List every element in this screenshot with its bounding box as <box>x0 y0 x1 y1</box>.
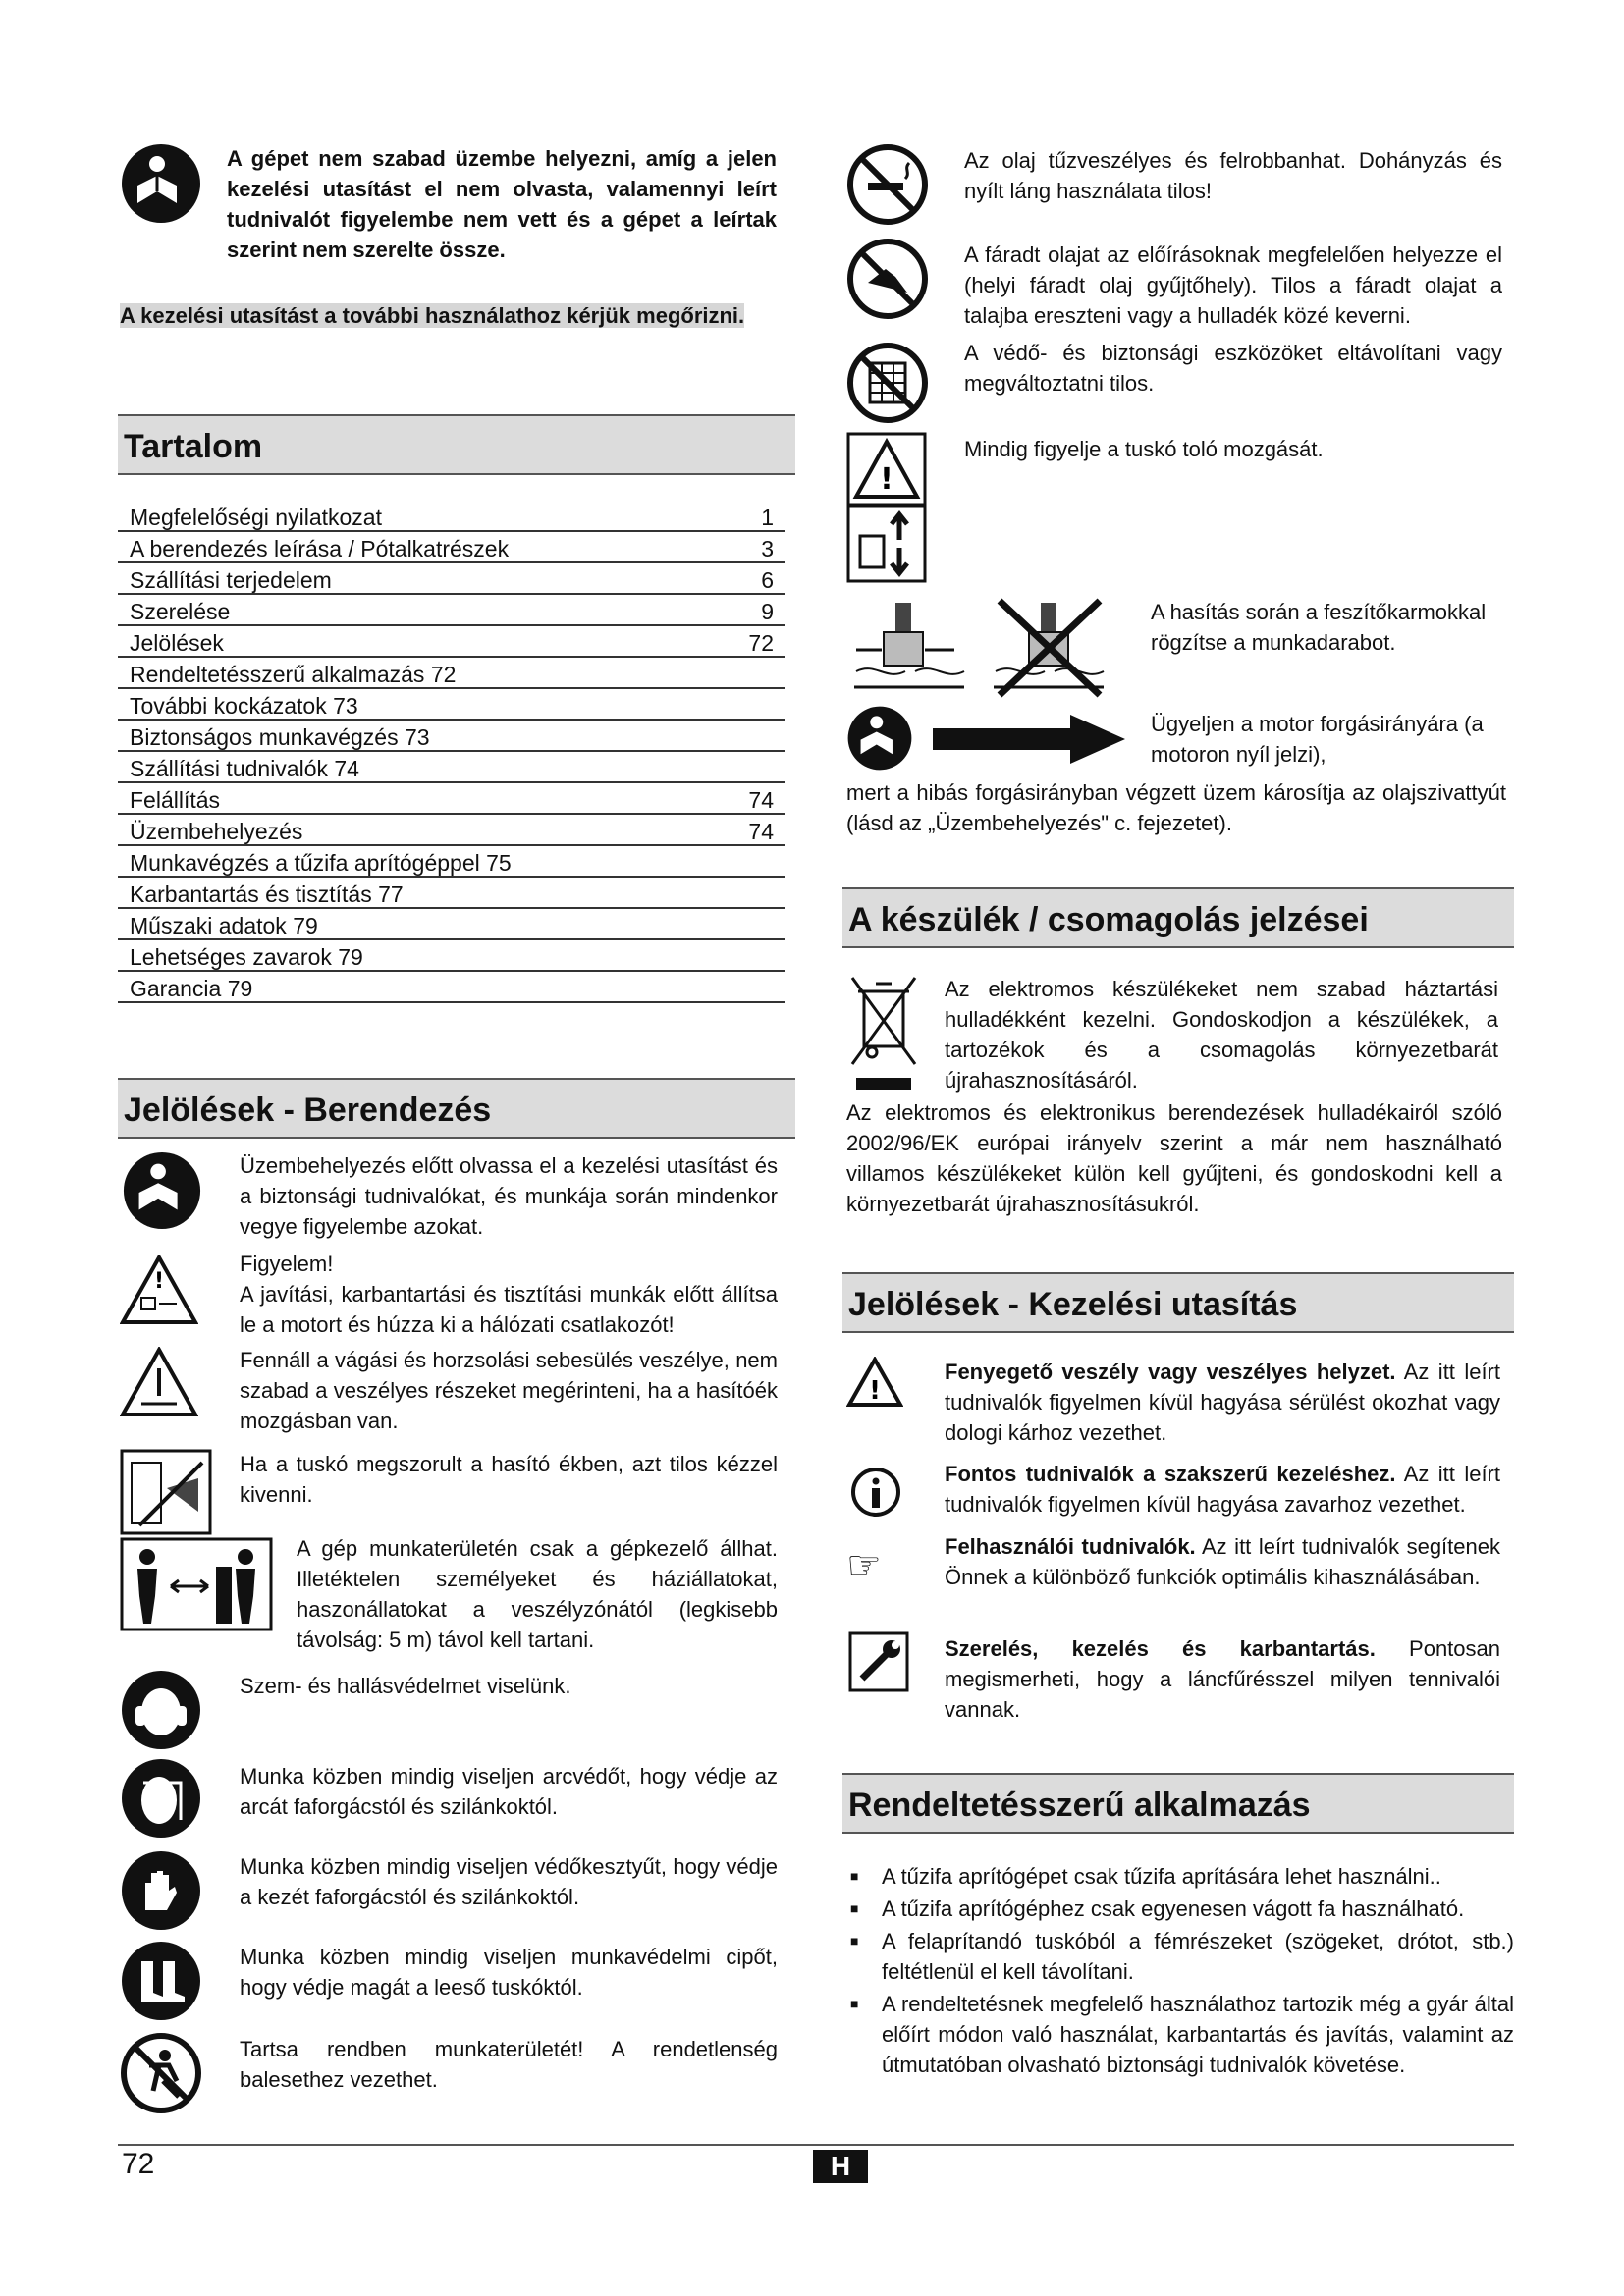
safety-boots-icon <box>120 1940 202 2022</box>
list-item: ■ A felaprítandó tuskóból a fémrészeket (szögeket, drótot, stb.) feltétlenül el kell távolítani. <box>846 1926 1514 1987</box>
toc-label: Felállítás <box>130 787 221 813</box>
weee-bin-icon <box>846 972 921 1094</box>
toc-row <box>118 752 785 783</box>
gloves-text: Munka közben mindig viseljen védőkesztyűt, hogy védje a kezét faforgácstól és szilánkoktól. <box>240 1854 778 1909</box>
work-area-text: A gép munkaterületén csak a gépkezelő állhat. Illetéktelen személyeket és háziállatokat, haszonállatokat a veszélyzónától (legkisebb távolság: 5 m) távol kell tartani. <box>297 1536 778 1652</box>
wrench-icon <box>848 1631 909 1692</box>
toc-label: Munkavégzés a tűzifa aprítógéppel 75 <box>130 850 512 876</box>
toc-label: Megfelelőségi nyilatkozat <box>130 505 382 530</box>
keep-manual-note: A kezelési utasítást a további használathoz kérjük megőrizni. <box>120 303 745 328</box>
packaging-heading: A készülék / csomagolás jelzései <box>842 887 1514 948</box>
tidy-text: Tartsa rendben munkaterületét! A rendetlenség balesethez vezethet. <box>240 2037 778 2092</box>
toc-heading: Tartalom <box>118 414 795 475</box>
clamp-correct-icon <box>846 593 974 699</box>
page-number: 72 <box>122 2148 155 2180</box>
rotation-text-b: mert a hibás forgásirányban végzett üzem károsítja az olajszivattyút (lásd az „Üzembehelyezés" c. fejezetet). <box>846 780 1506 835</box>
eye-ear-text: Szem- és hallásvédelmet viselünk. <box>240 1674 571 1698</box>
list-item: ■ A tűzifa aprítógéphez csak egyenesen vágott fa használható. <box>846 1894 1514 1924</box>
caution-title: Figyelem! <box>240 1252 334 1276</box>
manual-item-danger: Fenyegető veszély vagy veszélyes helyzet. Az itt leírt tudnivalók figyelmen kívül hagyása sérülést okozhat vagy dologi kárhoz vezethet. <box>945 1360 1500 1445</box>
weee-text-a: Az elektromos készülékeket nem szabad háztartási hulladékként kezelni. Gondoskodjon a készülékek, a tartozékok és a csomagolás környezetbarát újrahasznosításáról. <box>945 977 1498 1093</box>
no-smoking-icon <box>846 143 929 226</box>
no-hands-wedge-icon <box>120 1449 212 1535</box>
toc-label: Karbantartás és tisztítás 77 <box>130 881 404 907</box>
no-oil-dumping-icon <box>846 238 929 320</box>
toc-row <box>118 940 785 972</box>
intended-use-list <box>846 1861 1514 2082</box>
toc-label: A berendezés leírása / Pótalkatrészek <box>130 536 510 561</box>
toc-row <box>118 815 785 846</box>
toc-row <box>118 563 785 595</box>
table-of-contents <box>118 501 785 1003</box>
toc-page: 6 <box>761 567 774 593</box>
manual-item-maintenance: Szerelés, kezelés és karbantartás. Pontosan megismerheti, hogy a láncfűrésszel milyen tennivalói vannak. <box>945 1636 1500 1722</box>
toc-row <box>118 783 785 815</box>
toc-row <box>118 909 785 940</box>
pusher-text: Mindig figyelje a tuskó toló mozgását. <box>964 437 1324 461</box>
manual-item-info: Fontos tudnivalók a szakszerű kezeléshez. Az itt leírt tudnivalók figyelmen kívül hagyása zavarhoz vezethet. <box>945 1462 1501 1517</box>
toc-label: Biztonságos munkavégzés 73 <box>130 724 430 750</box>
toc-row <box>118 595 785 626</box>
pointing-hand-icon: ☞ <box>846 1543 882 1588</box>
distance-icon <box>120 1537 273 1631</box>
ear-eye-protection-icon <box>120 1669 202 1751</box>
no-trip-hazard-icon <box>120 2032 202 2114</box>
toc-label: Üzembehelyezés <box>130 819 303 844</box>
toc-label: Jelölések <box>130 630 224 656</box>
warning-unplug-icon <box>120 1255 198 1325</box>
caution-text: A javítási, karbantartási és tisztítási munkák előtt állítsa le a motort és húzza ki a hálózati csatlakozót! <box>240 1282 778 1337</box>
toc-page: 1 <box>761 505 774 530</box>
svg-text:!: ! <box>880 462 893 497</box>
list-item: ■ A tűzifa aprítógépet csak tűzifa aprítására lehet használni.. <box>846 1861 1514 1892</box>
svg-text:!: ! <box>869 1376 881 1406</box>
toc-label: Szerelése <box>130 599 231 624</box>
toc-page: 3 <box>761 536 774 561</box>
toc-row <box>118 626 785 658</box>
face-shield-icon <box>120 1757 202 1840</box>
toc-page: 72 <box>748 630 774 656</box>
toc-row <box>118 878 785 909</box>
cut-risk-text: Fennáll a vágási és horzsolási sebesülés veszélye, nem szabad a veszélyes részeket megérinteni, ha a hasítóék mozgásban van. <box>240 1348 778 1433</box>
toc-label: Lehetséges zavarok 79 <box>130 944 363 970</box>
toc-row <box>118 658 785 689</box>
guards-text: A védő- és biztonsági eszközöket eltávolítani vagy megváltoztatni tilos. <box>964 341 1502 396</box>
toc-row <box>118 721 785 752</box>
face-shield-text: Munka közben mindig viseljen arcvédőt, hogy védje az arcát faforgácstól és szilánkoktól. <box>240 1764 778 1819</box>
oil-fire-text: Az olaj tűzveszélyes és felrobbanhat. Dohányzás és nyílt láng használata tilos! <box>964 148 1502 203</box>
markings-manual-heading: Jelölések - Kezelési utasítás <box>842 1272 1514 1333</box>
toc-label: Garancia 79 <box>130 976 253 1001</box>
toc-label: További kockázatok 73 <box>130 693 358 719</box>
toc-label: Szállítási terjedelem <box>130 567 332 593</box>
clamp-incorrect-icon <box>986 593 1113 699</box>
toc-row <box>118 972 785 1003</box>
read-manual-icon <box>120 142 202 225</box>
read-manual-text: Üzembehelyezés előtt olvassa el a kezelési utasítást és a biztonsági tudnivalókat, és munkája során mindenkor vegye figyelembe azokat. <box>240 1153 778 1239</box>
toc-label: Műszaki adatok 79 <box>130 913 318 938</box>
toc-row <box>118 846 785 878</box>
toc-page: 9 <box>761 599 774 624</box>
country-badge: H <box>813 2150 868 2183</box>
rotation-read-icon <box>846 705 913 772</box>
weee-text-b: Az elektromos és elektronikus berendezések hulladékairól szóló 2002/96/EK európai irányelv szerint a már nem használható villamos készülékeket külön kell gyűjteni, és gondoskodni kell a környezetbarát újrahasznosításukról. <box>846 1100 1502 1216</box>
markings-equipment-heading: Jelölések - Berendezés <box>118 1078 795 1139</box>
list-item: ■ A rendeltetésnek megfelelő használathoz tartozik még a gyár által előírt módon való használat, karbantartás és javítás, valamint az útmutatóban olvasható biztonsági tudnivalók követése. <box>846 1989 1514 2080</box>
rotation-arrow-icon <box>933 713 1125 766</box>
toc-label: Rendeltetésszerű alkalmazás 72 <box>130 662 457 687</box>
footer-rule <box>118 2144 1514 2146</box>
toc-label: Szállítási tudnivalók 74 <box>130 756 359 781</box>
boots-text: Munka közben mindig viseljen munkavédelmi cipőt, hogy védje magát a leeső tuskóktól. <box>240 1945 778 2000</box>
warning-pusher-icon <box>846 432 927 583</box>
toc-row <box>118 501 785 532</box>
oil-disposal-text: A fáradt olajat az előírásoknak megfelelően helyezze el (helyi fáradt olaj gyűjtőhely). Tilos a fáradt olajat a talajba ereszteni vagy a hulladék közé keverni. <box>964 242 1502 328</box>
danger-warning-icon <box>846 1357 903 1408</box>
intro-warning: A gépet nem szabad üzembe helyezni, amíg a jelen kezelési utasítást el nem olvasta, valamennyi leírt tudnivalót figyelembe nem vett és a gépet a leírtak szerint nem szerelte össze. <box>227 146 777 262</box>
intended-use-heading: Rendeltetésszerű alkalmazás <box>842 1773 1514 1834</box>
toc-row <box>118 689 785 721</box>
info-icon <box>850 1467 901 1518</box>
cut-hazard-icon <box>120 1347 198 1417</box>
clamp-text: A hasítás során a feszítőkarmokkal rögzítse a munkadarabot. <box>1151 600 1487 655</box>
gloves-icon <box>120 1849 202 1932</box>
svg-text:!: ! <box>153 1269 165 1294</box>
rotation-text-a: Ügyeljen a motor forgásirányára (a motoron nyíl jelzi), <box>1151 712 1484 767</box>
no-guard-removal-icon <box>846 342 929 424</box>
read-manual-icon <box>122 1150 202 1231</box>
manual-item-user: Felhasználói tudnivalók. Az itt leírt tudnivalók segítenek Önnek a különböző funkciók optimális kihasználásában. <box>945 1534 1500 1589</box>
stuck-log-text: Ha a tuskó megszorult a hasító ékben, azt tilos kézzel kivenni. <box>240 1452 778 1507</box>
toc-row <box>118 532 785 563</box>
toc-page: 74 <box>748 787 774 813</box>
toc-page: 74 <box>748 819 774 844</box>
